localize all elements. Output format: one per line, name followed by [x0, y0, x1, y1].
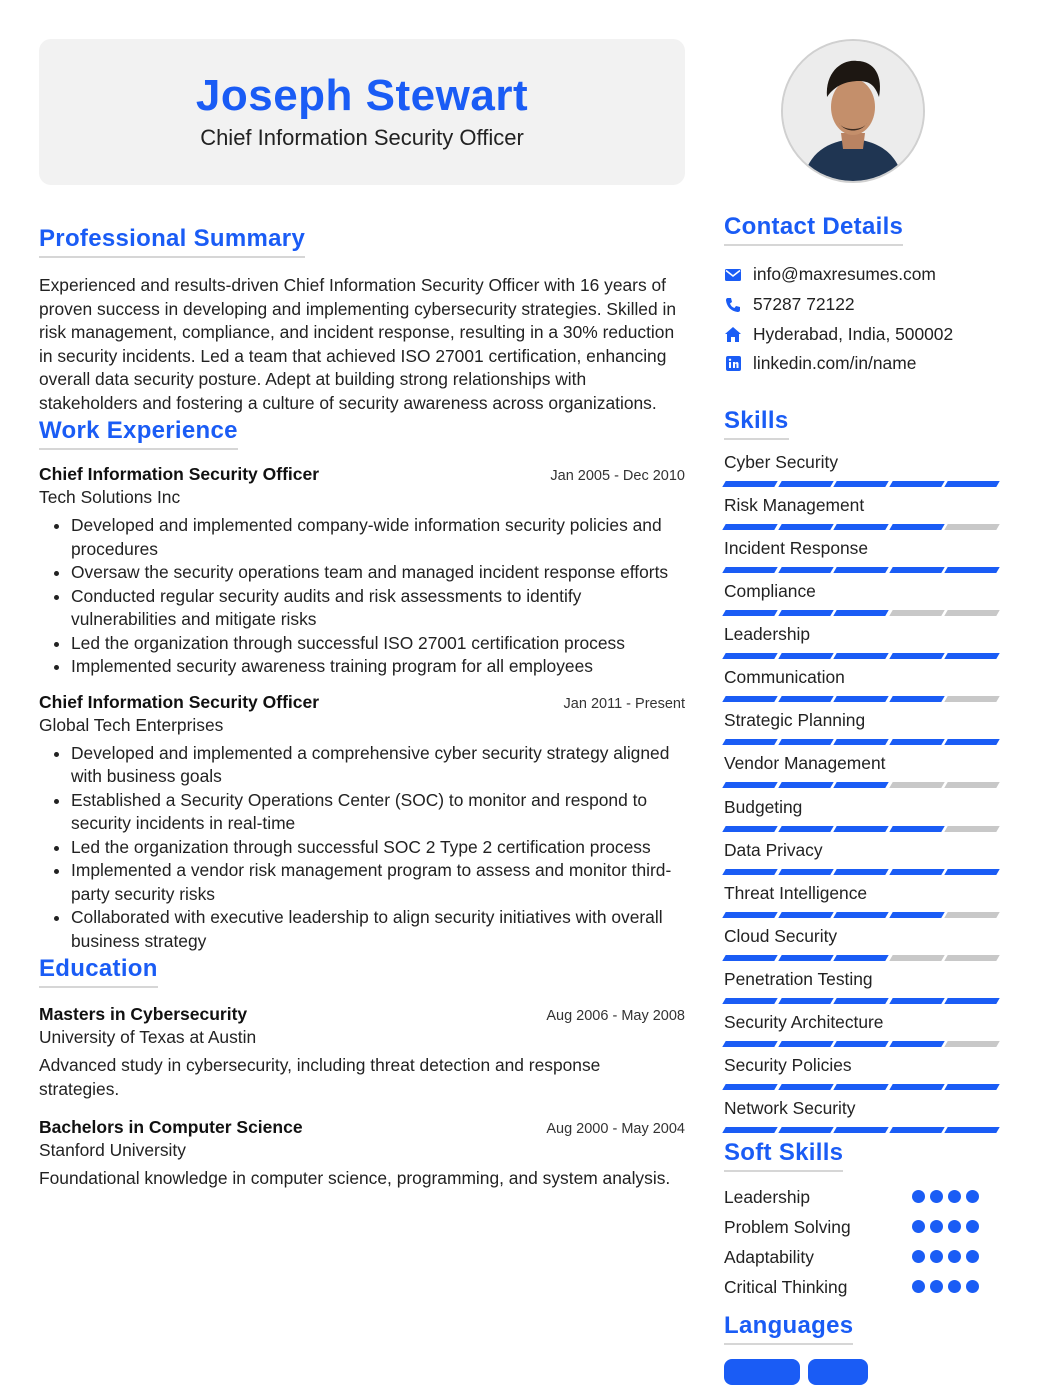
- skill-level-segment: [722, 912, 777, 918]
- skill-name: Strategic Planning: [724, 710, 866, 731]
- company-name: Tech Solutions Inc: [39, 487, 181, 507]
- skill-level-segment: [833, 481, 888, 487]
- skill-level-bar: [724, 481, 1000, 487]
- skill-level-segment: [722, 869, 777, 875]
- skill-level-segment: [833, 1041, 888, 1047]
- phone-text: 57287 72122: [753, 294, 855, 315]
- list-item: • Conducted regular security audits and risk assessments to identify vulnerabilities and mitigate risks: [71, 585, 685, 632]
- skill-row: [724, 839, 1000, 882]
- skill-name: Cyber Security: [724, 451, 839, 472]
- skill-row: [724, 1097, 1000, 1140]
- skill-level-segment: [778, 567, 833, 573]
- skill-level-segment: [722, 610, 777, 616]
- skill-level-segment: [722, 567, 777, 573]
- skill-level-segment: [833, 826, 888, 832]
- skill-level-bar: [724, 1041, 1000, 1047]
- soft-skill-row: [724, 1272, 1000, 1302]
- section-heading: Professional Summary: [39, 225, 305, 258]
- skill-level-segment: [889, 998, 944, 1004]
- skill-level-segment: [945, 782, 1000, 788]
- list-item: • Collaborated with executive leadership to align security initiatives with overall business strategy: [71, 906, 685, 953]
- skill-level-segment: [833, 610, 888, 616]
- skill-row: [724, 666, 1000, 709]
- section-heading: Contact Details: [724, 213, 903, 246]
- skill-row: [724, 451, 1000, 494]
- experience-section: [39, 417, 685, 953]
- education-section: [39, 955, 685, 1191]
- skill-level-segment: [945, 826, 1000, 832]
- skill-level-segment: [778, 524, 833, 530]
- list-item: • Developed and implemented a comprehensive cyber security strategy aligned with business goals: [71, 742, 685, 789]
- skill-level-segment: [945, 955, 1000, 961]
- school-name: Stanford University: [39, 1140, 186, 1160]
- skill-level-segment: [945, 869, 1000, 875]
- avatar: [783, 41, 923, 181]
- skill-level-segment: [722, 1041, 777, 1047]
- skill-level-segment: [945, 912, 1000, 918]
- company-name: Global Tech Enterprises: [39, 714, 224, 735]
- education-date: Aug 2006 - May 2008: [546, 1008, 685, 1024]
- skill-level-bar: [724, 653, 1000, 659]
- skill-level-segment: [778, 696, 833, 702]
- skills-section: [724, 407, 1000, 1141]
- skill-level-segment: [778, 481, 833, 487]
- job-entry: [39, 692, 685, 954]
- soft-skill-row: [724, 1212, 1000, 1242]
- skill-level-segment: [722, 782, 777, 788]
- skill-level-bar: [724, 955, 1000, 961]
- skill-level-segment: [778, 955, 833, 961]
- skill-level-bar: [724, 998, 1000, 1004]
- soft-skill-row: [724, 1182, 1000, 1212]
- skill-name: Vendor Management: [724, 753, 886, 774]
- skill-level-segment: [833, 1084, 888, 1090]
- skill-row: [724, 580, 1000, 623]
- skill-level-segment: [833, 955, 888, 961]
- skill-level-segment: [889, 696, 944, 702]
- skill-level-segment: [833, 1127, 888, 1133]
- skill-name: Cloud Security: [724, 925, 838, 946]
- main-column: [39, 39, 685, 1191]
- skill-level-segment: [945, 739, 1000, 745]
- skill-row: [724, 623, 1000, 666]
- skill-name: Leadership: [724, 624, 811, 645]
- skill-level-segment: [889, 1041, 944, 1047]
- skill-level-segment: [945, 998, 1000, 1004]
- job-bullets: [39, 742, 685, 954]
- education-description: Foundational knowledge in computer science, programming, and system analysis.: [39, 1168, 671, 1188]
- skill-level-segment: [778, 653, 833, 659]
- contact-email[interactable]: [724, 260, 1000, 290]
- skill-level-segment: [778, 869, 833, 875]
- rating-dots: [912, 1190, 980, 1204]
- candidate-name: Joseph Stewart: [195, 71, 529, 120]
- education-description: Advanced study in cybersecurity, including threat detection and response strategies.: [39, 1055, 601, 1099]
- skill-level-segment: [833, 912, 888, 918]
- skill-level-segment: [945, 481, 1000, 487]
- skill-row: [724, 1054, 1000, 1097]
- skill-level-segment: [722, 1127, 777, 1133]
- skill-level-segment: [889, 481, 944, 487]
- skill-row: [724, 752, 1000, 795]
- skill-name: Budgeting: [724, 796, 803, 817]
- skill-level-segment: [722, 524, 777, 530]
- section-heading: Skills: [724, 407, 789, 440]
- list-item: • Developed and implemented company-wide information security policies and procedures: [71, 514, 685, 561]
- email-text: info@maxresumes.com: [753, 264, 936, 285]
- language-badge: [724, 1359, 800, 1385]
- skills-list: [724, 451, 1000, 1141]
- skill-name: Incident Response: [724, 537, 869, 558]
- language-badge: [808, 1359, 868, 1385]
- skill-level-segment: [945, 1041, 1000, 1047]
- skill-level-segment: [778, 1041, 833, 1047]
- job-date: Jan 2005 - Dec 2010: [550, 468, 685, 484]
- contact-address: [724, 319, 1000, 349]
- list-item: • Implemented security awareness training program for all employees: [71, 655, 685, 679]
- skill-level-bar: [724, 696, 1000, 702]
- skill-level-segment: [945, 1127, 1000, 1133]
- skill-level-segment: [889, 1084, 944, 1090]
- skill-level-segment: [833, 869, 888, 875]
- job-title: Chief Information Security Officer: [39, 464, 320, 484]
- skill-level-segment: [778, 782, 833, 788]
- skill-level-segment: [889, 610, 944, 616]
- school-name: University of Texas at Austin: [39, 1027, 257, 1047]
- degree-title: Bachelors in Computer Science: [39, 1117, 303, 1137]
- skill-level-segment: [889, 653, 944, 659]
- skill-row: [724, 1011, 1000, 1054]
- skill-row: [724, 537, 1000, 580]
- skill-level-segment: [722, 481, 777, 487]
- skill-row: [724, 968, 1000, 1011]
- candidate-title: Chief Information Security Officer: [200, 125, 524, 150]
- linkedin-icon: [724, 355, 742, 373]
- skill-level-segment: [778, 610, 833, 616]
- skill-level-segment: [945, 653, 1000, 659]
- skill-level-segment: [722, 955, 777, 961]
- skill-level-segment: [722, 998, 777, 1004]
- list-item: • Oversaw the security operations team and managed incident response efforts: [71, 561, 685, 585]
- skill-level-segment: [833, 653, 888, 659]
- skill-level-segment: [722, 653, 777, 659]
- skill-level-segment: [889, 826, 944, 832]
- skill-level-segment: [945, 610, 1000, 616]
- sidebar-column: [724, 39, 1000, 1390]
- education-entry: [39, 1004, 685, 1101]
- skill-level-bar: [724, 912, 1000, 918]
- skill-level-segment: [722, 739, 777, 745]
- skill-name: Penetration Testing: [724, 968, 873, 989]
- skill-level-bar: [724, 826, 1000, 832]
- envelope-icon: [724, 266, 742, 284]
- skill-name: Security Policies: [724, 1055, 852, 1076]
- skill-level-segment: [945, 1084, 1000, 1090]
- skill-level-segment: [889, 782, 944, 788]
- skill-level-segment: [889, 912, 944, 918]
- degree-title: Masters in Cybersecurity: [39, 1004, 248, 1024]
- skill-level-segment: [833, 696, 888, 702]
- skill-level-segment: [833, 998, 888, 1004]
- skill-level-bar: [724, 1127, 1000, 1133]
- skill-row: [724, 709, 1000, 752]
- skill-row: [724, 925, 1000, 968]
- skill-level-segment: [889, 524, 944, 530]
- skill-level-segment: [889, 869, 944, 875]
- skill-level-bar: [724, 524, 1000, 530]
- skill-level-bar: [724, 1084, 1000, 1090]
- education-entry: [39, 1117, 685, 1191]
- skill-level-segment: [778, 912, 833, 918]
- profile-photo: [781, 39, 925, 183]
- skill-row: [724, 494, 1000, 537]
- soft-skills-section: [724, 1139, 1000, 1302]
- skill-level-segment: [945, 567, 1000, 573]
- soft-skill-name: Critical Thinking: [724, 1276, 848, 1297]
- skill-level-segment: [833, 524, 888, 530]
- skill-level-bar: [724, 739, 1000, 745]
- skill-level-segment: [889, 739, 944, 745]
- section-heading: Work Experience: [39, 417, 238, 450]
- skill-level-bar: [724, 782, 1000, 788]
- header: [39, 39, 685, 185]
- skill-level-segment: [778, 998, 833, 1004]
- section-heading: Languages: [724, 1312, 853, 1345]
- skill-row: [724, 882, 1000, 925]
- skill-level-bar: [724, 567, 1000, 573]
- skill-level-segment: [722, 1084, 777, 1090]
- list-item: • Led the organization through successful SOC 2 Type 2 certification process: [71, 836, 685, 860]
- linkedin-text: linkedin.com/in/name: [753, 353, 917, 374]
- skill-level-segment: [778, 739, 833, 745]
- rating-dots: [912, 1250, 980, 1264]
- soft-skill-row: [724, 1242, 1000, 1272]
- education-date: Aug 2000 - May 2004: [546, 1121, 685, 1137]
- skill-name: Risk Management: [724, 494, 865, 515]
- job-bullets: [39, 514, 685, 679]
- rating-dots: [912, 1280, 980, 1294]
- skill-level-segment: [889, 955, 944, 961]
- job-title: Chief Information Security Officer: [39, 691, 320, 712]
- skill-level-segment: [889, 567, 944, 573]
- home-icon: [724, 325, 742, 343]
- summary-text: Experienced and results-driven Chief Information Security Officer with 16 years of proven success in developing and implementing cybersecurity strategies. Skilled in risk management, compliance, and incident response, resulting in a 30% reduction in security incidents. Led a team that achieved ISO 27001 certification, enhancing overall data security posture. Adept at building strong relationships with stakeholders and fostering a culture of security awareness across organizations.: [39, 275, 677, 413]
- skill-name: Security Architecture: [724, 1011, 884, 1032]
- list-item: • Established a Security Operations Center (SOC) to monitor and respond to security incidents in real-time: [71, 789, 685, 836]
- skill-name: Threat Intelligence: [724, 882, 868, 903]
- contact-linkedin[interactable]: [724, 349, 1000, 379]
- skill-name: Network Security: [724, 1098, 856, 1119]
- soft-skill-name: Problem Solving: [724, 1216, 851, 1237]
- section-heading: Soft Skills: [724, 1139, 843, 1172]
- contact-section: [724, 213, 1000, 379]
- skill-level-segment: [778, 1084, 833, 1090]
- summary-section: [39, 225, 685, 415]
- skill-level-segment: [778, 826, 833, 832]
- skill-level-bar: [724, 610, 1000, 616]
- address-text: Hyderabad, India, 500002: [753, 323, 954, 344]
- skill-level-segment: [889, 1127, 944, 1133]
- soft-skill-name: Adaptability: [724, 1246, 814, 1267]
- languages-section: [724, 1312, 1000, 1390]
- skill-name: Data Privacy: [724, 839, 823, 860]
- skill-name: Communication: [724, 667, 845, 688]
- skill-level-bar: [724, 869, 1000, 875]
- skill-level-segment: [833, 782, 888, 788]
- skill-level-segment: [778, 1127, 833, 1133]
- skill-level-segment: [833, 739, 888, 745]
- list-item: • Implemented a vendor risk management program to assess and monitor third-party security risks: [71, 859, 685, 906]
- contact-phone[interactable]: [724, 290, 1000, 320]
- list-item: • Led the organization through successful ISO 27001 certification process: [71, 632, 685, 656]
- skill-level-segment: [945, 696, 1000, 702]
- skill-level-segment: [722, 696, 777, 702]
- skill-level-segment: [945, 524, 1000, 530]
- job-date: Jan 2011 - Present: [563, 695, 685, 712]
- rating-dots: [912, 1220, 980, 1234]
- soft-skill-name: Leadership: [724, 1186, 811, 1207]
- skill-level-segment: [722, 826, 777, 832]
- job-entry: [39, 464, 685, 679]
- skill-name: Compliance: [724, 581, 816, 602]
- skill-level-segment: [833, 567, 888, 573]
- phone-icon: [724, 296, 742, 314]
- skill-row: [724, 796, 1000, 839]
- section-heading: Education: [39, 955, 158, 988]
